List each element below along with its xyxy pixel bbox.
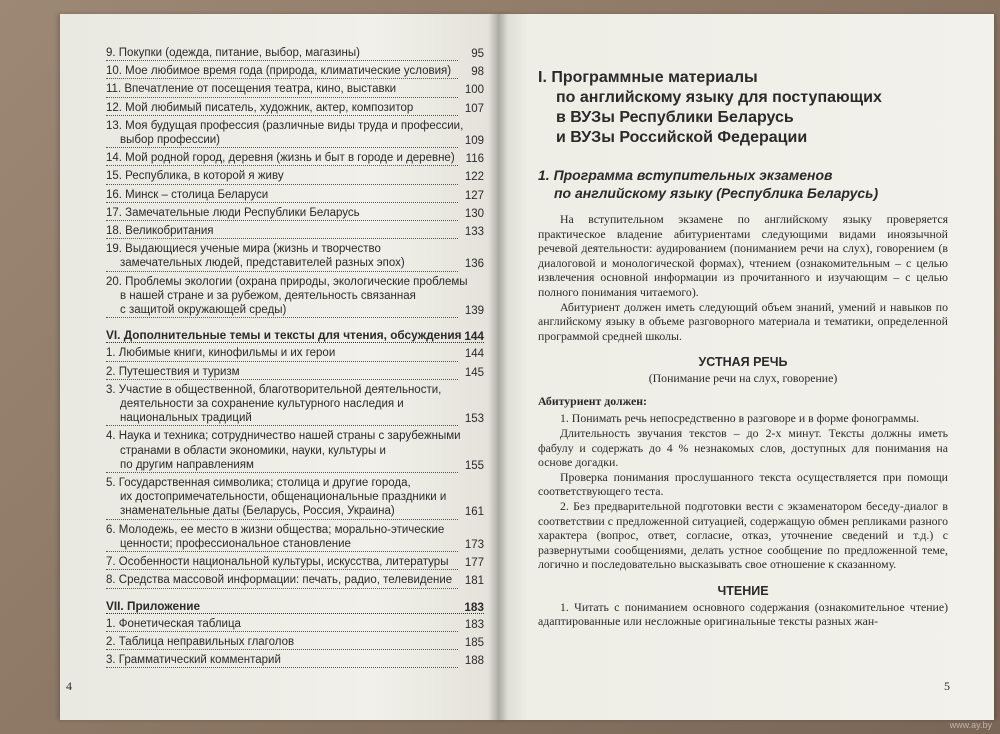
toc-entry-text: замечательных людей, представителей разных эпох)	[106, 256, 458, 271]
check-paragraph: Проверка понимания прослушанного текста осуществляется при помощи соответствующего теста.	[538, 469, 948, 499]
toc-entry-text: 7. Особенности национальной культуры, искусства, литературы	[106, 555, 458, 570]
oral-speech-note: (Понимание речи на слух, говорение)	[648, 371, 838, 386]
toc-entry-text: 17. Замечательные люди Республики Беларусь	[106, 206, 458, 221]
toc-entry-text: 12. Мой любимый писатель, художник, актер, композитор	[106, 101, 458, 116]
toc-entry	[106, 573, 484, 588]
section-title-line: 1. Программа вступительных экзаменов	[538, 167, 833, 183]
toc-page-number: 185	[464, 636, 484, 649]
toc-page-number: 139	[464, 305, 484, 318]
right-page-content	[538, 68, 948, 629]
toc-entry	[106, 119, 484, 148]
toc-entry	[106, 383, 484, 427]
toc-entry-text: 15. Республика, в которой я живу	[106, 169, 458, 184]
toc-page-number: 133	[464, 226, 484, 239]
toc-entry	[106, 476, 484, 520]
toc-page-number: 144	[464, 329, 484, 344]
toc-entry-text: 1. Любимые книги, кинофильмы и их герои	[106, 346, 458, 361]
toc-entry-text: по другим направлениям	[106, 458, 458, 473]
toc-page-number: 122	[464, 171, 484, 184]
toc-section	[106, 599, 484, 614]
toc-entry-text: 11. Впечатление от посещения театра, кино, выставки	[106, 82, 458, 97]
table-of-contents	[106, 46, 484, 671]
toc-entry	[106, 617, 484, 632]
toc-entry-text: 1. Фонетическая таблица	[106, 617, 458, 632]
toc-entry-text: VI. Дополнительные темы и тексты для чтения, обсуждения	[106, 328, 462, 343]
toc-entry	[106, 188, 484, 203]
toc-entry	[106, 365, 484, 380]
toc-page-number: 144	[464, 348, 484, 361]
toc-entry-text: 10. Мое любимое время года (природа, климатические условия)	[106, 64, 458, 79]
toc-page-number: 95	[471, 48, 484, 60]
toc-entry-text: с защитой окружающей среды)	[106, 303, 458, 318]
toc-page-number: 98	[471, 66, 484, 79]
toc-page-number: 181	[464, 575, 484, 588]
toc-page-number: 100	[464, 84, 484, 97]
toc-entry	[106, 151, 484, 166]
toc-entry-text: 16. Минск – столица Беларуси	[106, 188, 458, 203]
left-page-number: 4	[66, 679, 72, 693]
section-title	[538, 166, 948, 202]
item-listening: 1. Понимать речь непосредственно в разговоре и в форме фонограммы.	[560, 411, 920, 426]
toc-entry-text: VII. Приложение	[106, 598, 201, 613]
toc-entry	[106, 206, 484, 221]
intro-paragraph: На вступительном экзамене по английскому языку проверяется практическое владение абитуриентами следующими видами иноязычной речевой деятельности: аудированием (пониманием речи на слух), говорением (в диалоговой и монологической формах), чтением (ознакомительным – с целью извлечения основной информации из прочитанного и изучающим – с целью полного понимания читаемого).	[538, 212, 948, 299]
toc-entry-text: в нашей стране и за рубежом, деятельность связанная	[120, 289, 416, 302]
right-page	[498, 14, 994, 720]
duration-paragraph: Длительность звучания текстов – до 2-х минут. Тексты должны иметь фабулу и содержать до 4 % незнакомых слов, доступных для понимания на основе догадки.	[538, 425, 948, 470]
section-title-line: по английскому языку (Республика Беларусь)	[554, 185, 879, 201]
toc-entry	[106, 523, 484, 552]
toc-entry-text: странами в области экономики, науки, культуры и	[120, 444, 386, 457]
watermark: www.ay.by	[949, 720, 992, 730]
item-reading: 1. Читать с пониманием основного содержания (ознакомительное чтение) адаптированные или несложные оригинальные тексты разных жан-	[538, 599, 948, 629]
toc-page-number: 109	[464, 135, 484, 148]
toc-page-number: 183	[464, 618, 484, 631]
toc-entry-text: 3. Грамматический комментарий	[106, 653, 458, 668]
oral-speech-heading: УСТНАЯ РЕЧЬ	[698, 355, 788, 370]
toc-entry-text: национальных традиций	[106, 411, 458, 426]
toc-entry	[106, 224, 484, 239]
toc-entry-text: 20. Проблемы экологии (охрана природы, экологические проблемы	[106, 275, 468, 288]
applicant-must-label: Абитуриент должен:	[538, 394, 647, 409]
toc-entry-text: деятельности за сохранение культурного наследия и	[120, 398, 404, 411]
toc-entry	[106, 169, 484, 184]
toc-entry	[106, 275, 484, 319]
toc-entry	[106, 555, 484, 570]
toc-page-number: 145	[464, 366, 484, 379]
toc-page-number: 136	[464, 258, 484, 271]
toc-entry-text: их достопримечательности, общенациональные праздники и	[120, 491, 447, 504]
left-page	[60, 14, 506, 720]
toc-entry-text: 2. Путешествия и туризм	[106, 365, 458, 380]
toc-entry	[106, 82, 484, 97]
toc-page-number: 177	[464, 557, 484, 570]
toc-page-number: 130	[464, 207, 484, 220]
toc-page-number: 183	[464, 599, 484, 614]
toc-entry	[106, 64, 484, 79]
toc-entry	[106, 101, 484, 116]
chapter-title-line: в ВУЗы Республики Беларусь	[556, 109, 794, 126]
toc-entry	[106, 242, 484, 271]
toc-entry-text: 13. Моя будущая профессия (различные виды труда и профессии,	[106, 119, 464, 132]
chapter-title	[538, 68, 948, 148]
toc-entry	[106, 653, 484, 668]
toc-page-number: 161	[464, 506, 484, 519]
item-dialog: 2. Без предварительной подготовки вести с экзаменатором беседу-диалог в соответствии с предложенной ситуацией, содержащую обмен репликами разного характера (вопрос, ответ, согласие, отказ, уточнение сведений и т.д.) с развернутыми сообщениями, делать устное сообщение по предложенной теме, логично и последовательно высказывать свое отношение к сказанному.	[538, 498, 948, 572]
chapter-title-line: и ВУЗы Российской Федерации	[556, 129, 808, 146]
toc-entry-text: 3. Участие в общественной, благотворительной деятельности,	[106, 383, 442, 396]
reading-heading: ЧТЕНИЕ	[717, 583, 769, 598]
toc-entry-text: 5. Государственная символика; столица и другие города,	[106, 477, 411, 490]
toc-entry-text: 6. Молодежь, ее место в жизни общества; морально-этические	[106, 523, 445, 536]
toc-entry-text: 18. Великобритания	[106, 224, 458, 239]
toc-entry	[106, 346, 484, 361]
toc-entry-text: ценности; профессиональное становление	[106, 537, 458, 552]
toc-entry-text: 9. Покупки (одежда, питание, выбор, магазины)	[106, 46, 458, 61]
book-gutter	[488, 14, 508, 720]
toc-entry-text: 19. Выдающиеся ученые мира (жизнь и творчество	[106, 243, 381, 256]
toc-entry-text: 8. Средства массовой информации: печать, радио, телевидение	[106, 573, 458, 588]
toc-section	[106, 328, 484, 343]
toc-entry	[106, 635, 484, 650]
right-page-number: 5	[944, 679, 950, 693]
toc-page-number: 173	[464, 538, 484, 551]
toc-entry-text: 2. Таблица неправильных глаголов	[106, 635, 458, 650]
requirements-paragraph: Абитуриент должен иметь следующий объем знаний, умений и навыков по английскому языку в объеме разговорного материала и тематики, определенной программой средней школы.	[538, 299, 948, 343]
toc-page-number: 127	[464, 189, 484, 202]
toc-entry-text: 4. Наука и техника; сотрудничество нашей страны с зарубежными	[106, 430, 461, 443]
toc-page-number: 188	[464, 655, 484, 668]
toc-entry	[106, 429, 484, 473]
toc-entry-text: выбор профессии)	[106, 133, 458, 148]
toc-page-number: 107	[464, 102, 484, 115]
chapter-title-line: I. Программные материалы	[538, 69, 758, 86]
toc-entry-text: 14. Мой родной город, деревня (жизнь и быт в городе и деревне)	[106, 151, 458, 166]
toc-page-number: 155	[464, 459, 484, 472]
toc-entry-text: знаменательные даты (Беларусь, Россия, Украина)	[106, 504, 458, 519]
toc-page-number: 153	[464, 413, 484, 426]
toc-entry	[106, 46, 484, 61]
chapter-title-line: по английскому языку для поступающих	[556, 89, 882, 106]
toc-page-number: 116	[465, 153, 484, 166]
